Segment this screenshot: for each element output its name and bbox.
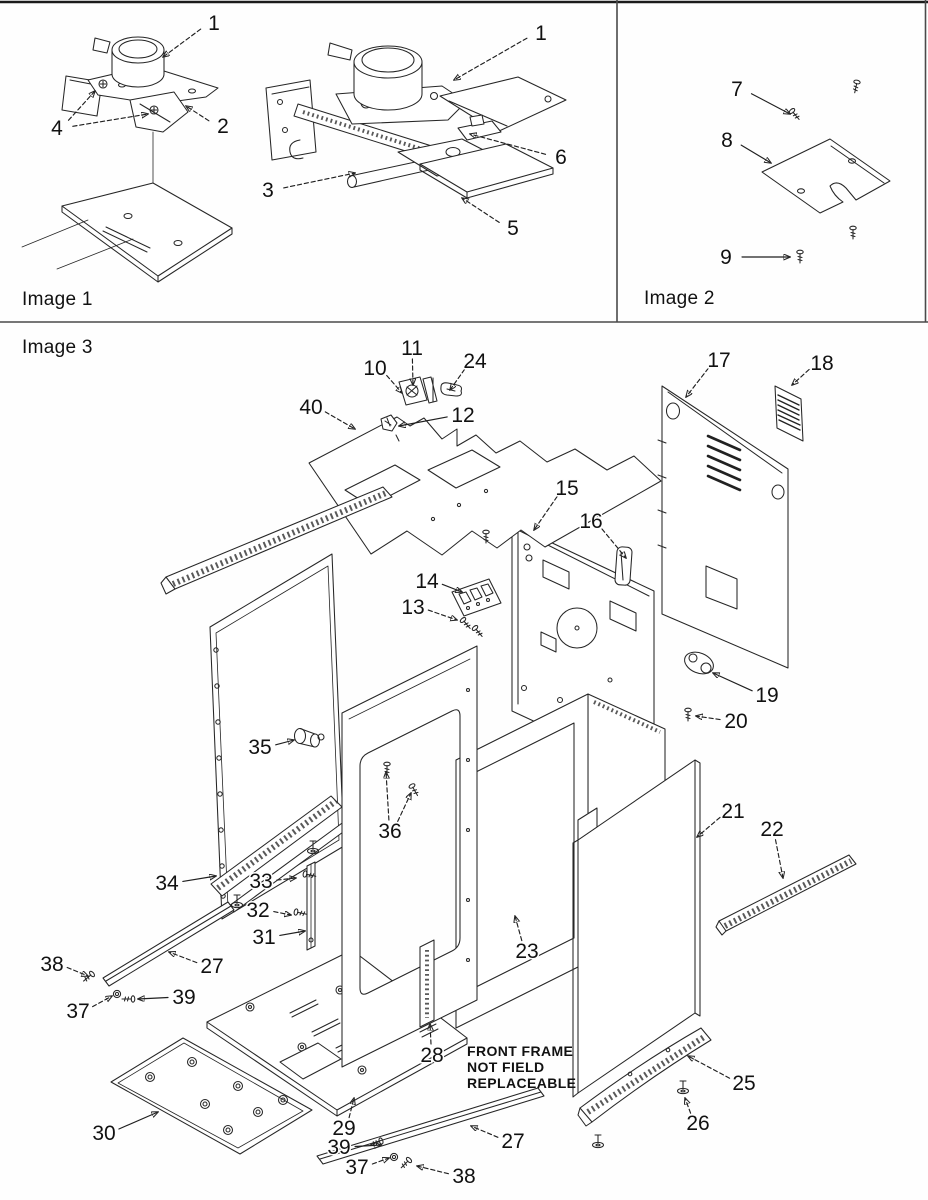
callout-leader-38 [67,968,88,977]
callout-12: 12 [451,404,475,427]
callout-leader-37 [93,996,112,1007]
callout-leader-8 [741,145,771,163]
callout-leader-37 [372,1158,389,1164]
callout-leader-2 [186,106,209,121]
callout-38: 38 [40,953,64,976]
callout-leader-20 [696,716,720,720]
callout-leader-13 [428,610,457,620]
callout-leader-18 [792,370,809,386]
callout-leader-27 [169,952,197,963]
callout-21: 21 [721,800,745,823]
callout-27: 27 [501,1130,525,1153]
callout-33: 33 [249,870,273,893]
callout-14: 14 [415,570,439,593]
callout-32: 32 [246,899,270,922]
callout-39: 39 [172,986,196,1009]
callout-25: 25 [732,1072,756,1095]
latch-motor-assembly-assembled [266,43,566,198]
callout-7: 7 [731,78,743,101]
leveling-foot-26 [678,1081,689,1094]
screw-39 [122,996,135,1002]
part-outer-back-panel [658,386,788,668]
callout-leader-22 [776,840,784,878]
callout-leader-3 [284,173,355,188]
grommet-37 [113,990,120,997]
section-label-image-2: Image 2 [644,288,715,309]
part-side-trim-22 [716,855,856,935]
callout-2: 2 [217,115,229,138]
callout-23: 23 [515,940,539,963]
callout-30: 30 [92,1122,116,1145]
screw-20 [685,708,691,721]
callout-40: 40 [299,396,323,419]
part-latch-switch [399,377,437,405]
part-retainer-ring [441,383,462,396]
shield-bracket [762,139,890,213]
screw-32 [294,908,308,917]
callout-22: 22 [760,818,784,841]
callout-leader-39 [138,998,168,1000]
callout-29: 29 [332,1117,356,1140]
callout-leader-16 [602,529,626,558]
callout-8: 8 [721,129,733,152]
callout-5: 5 [507,217,519,240]
callout-leader-1 [454,38,527,80]
callout-16: 16 [579,510,603,533]
callout-13: 13 [401,596,425,619]
part-top-panel [309,417,661,555]
callout-15: 15 [555,477,579,500]
callout-34: 34 [155,872,179,895]
callout-leader-25 [688,1056,730,1078]
screw-14b [471,625,484,639]
callout-9: 9 [720,246,732,269]
callout-leader-7 [752,94,791,114]
callout-leader-27 [471,1126,498,1137]
callout-leader-34 [183,876,216,881]
callout-leader-40 [325,412,355,429]
callout-35: 35 [248,736,272,759]
callout-11: 11 [401,337,423,360]
callout-38: 38 [452,1165,476,1188]
part-top-trim-strip [161,487,392,594]
callout-leader-36 [386,772,389,820]
section-label-image-1: Image 1 [22,289,93,310]
callout-leader-14 [442,584,462,592]
note-line-2: NOT FIELD [467,1059,545,1075]
part-vent-grille [775,386,803,441]
callout-18: 18 [810,352,834,375]
callout-27: 27 [200,955,224,978]
front-frame-note [467,1043,576,1091]
callout-1: 1 [208,12,220,35]
screw-13 [459,617,472,631]
callout-19: 19 [755,684,779,707]
screw-38b [399,1156,413,1170]
callout-leader-31 [280,931,305,935]
part-terminal-block [452,579,501,616]
part-support-28 [420,940,434,1027]
section-label-image-3: Image 3 [22,337,93,358]
callout-28: 28 [420,1044,444,1067]
callout-39: 39 [327,1136,351,1159]
note-line-3: REPLACEABLE [467,1075,577,1091]
callout-leader-11 [412,359,413,385]
callout-31: 31 [252,926,276,949]
callout-26: 26 [686,1112,710,1135]
screw-38 [82,970,96,983]
callout-leader-17 [686,368,708,397]
callout-leader-19 [713,673,752,691]
callout-24: 24 [463,350,487,373]
callout-leader-1 [163,29,201,57]
callout-leader-38 [417,1166,448,1174]
callout-leader-32 [274,912,291,915]
leveling-foot [593,1135,604,1148]
part-bracket-16 [615,547,633,586]
callout-1: 1 [535,22,547,45]
latch-motor-assembly-exploded [22,37,232,282]
callout-36: 36 [378,820,402,843]
grommet-37b [390,1153,397,1160]
callout-17: 17 [707,349,731,372]
callout-3: 3 [262,179,274,202]
callout-10: 10 [363,357,387,380]
screw-36a [384,762,390,775]
callout-leader-30 [119,1112,158,1129]
part-eyelet [681,648,716,678]
note-line-1: FRONT FRAME [467,1043,574,1059]
latch-base-plate [62,183,232,276]
callout-leader-5 [462,198,499,222]
shield-bracket-assembly [762,80,890,263]
callout-leader-26 [685,1098,691,1113]
callout-leader-36 [398,793,411,821]
callout-4: 4 [51,117,63,140]
callout-20: 20 [724,710,748,733]
callout-6: 6 [555,146,567,169]
callout-37: 37 [345,1156,369,1179]
callout-37: 37 [66,1000,90,1023]
